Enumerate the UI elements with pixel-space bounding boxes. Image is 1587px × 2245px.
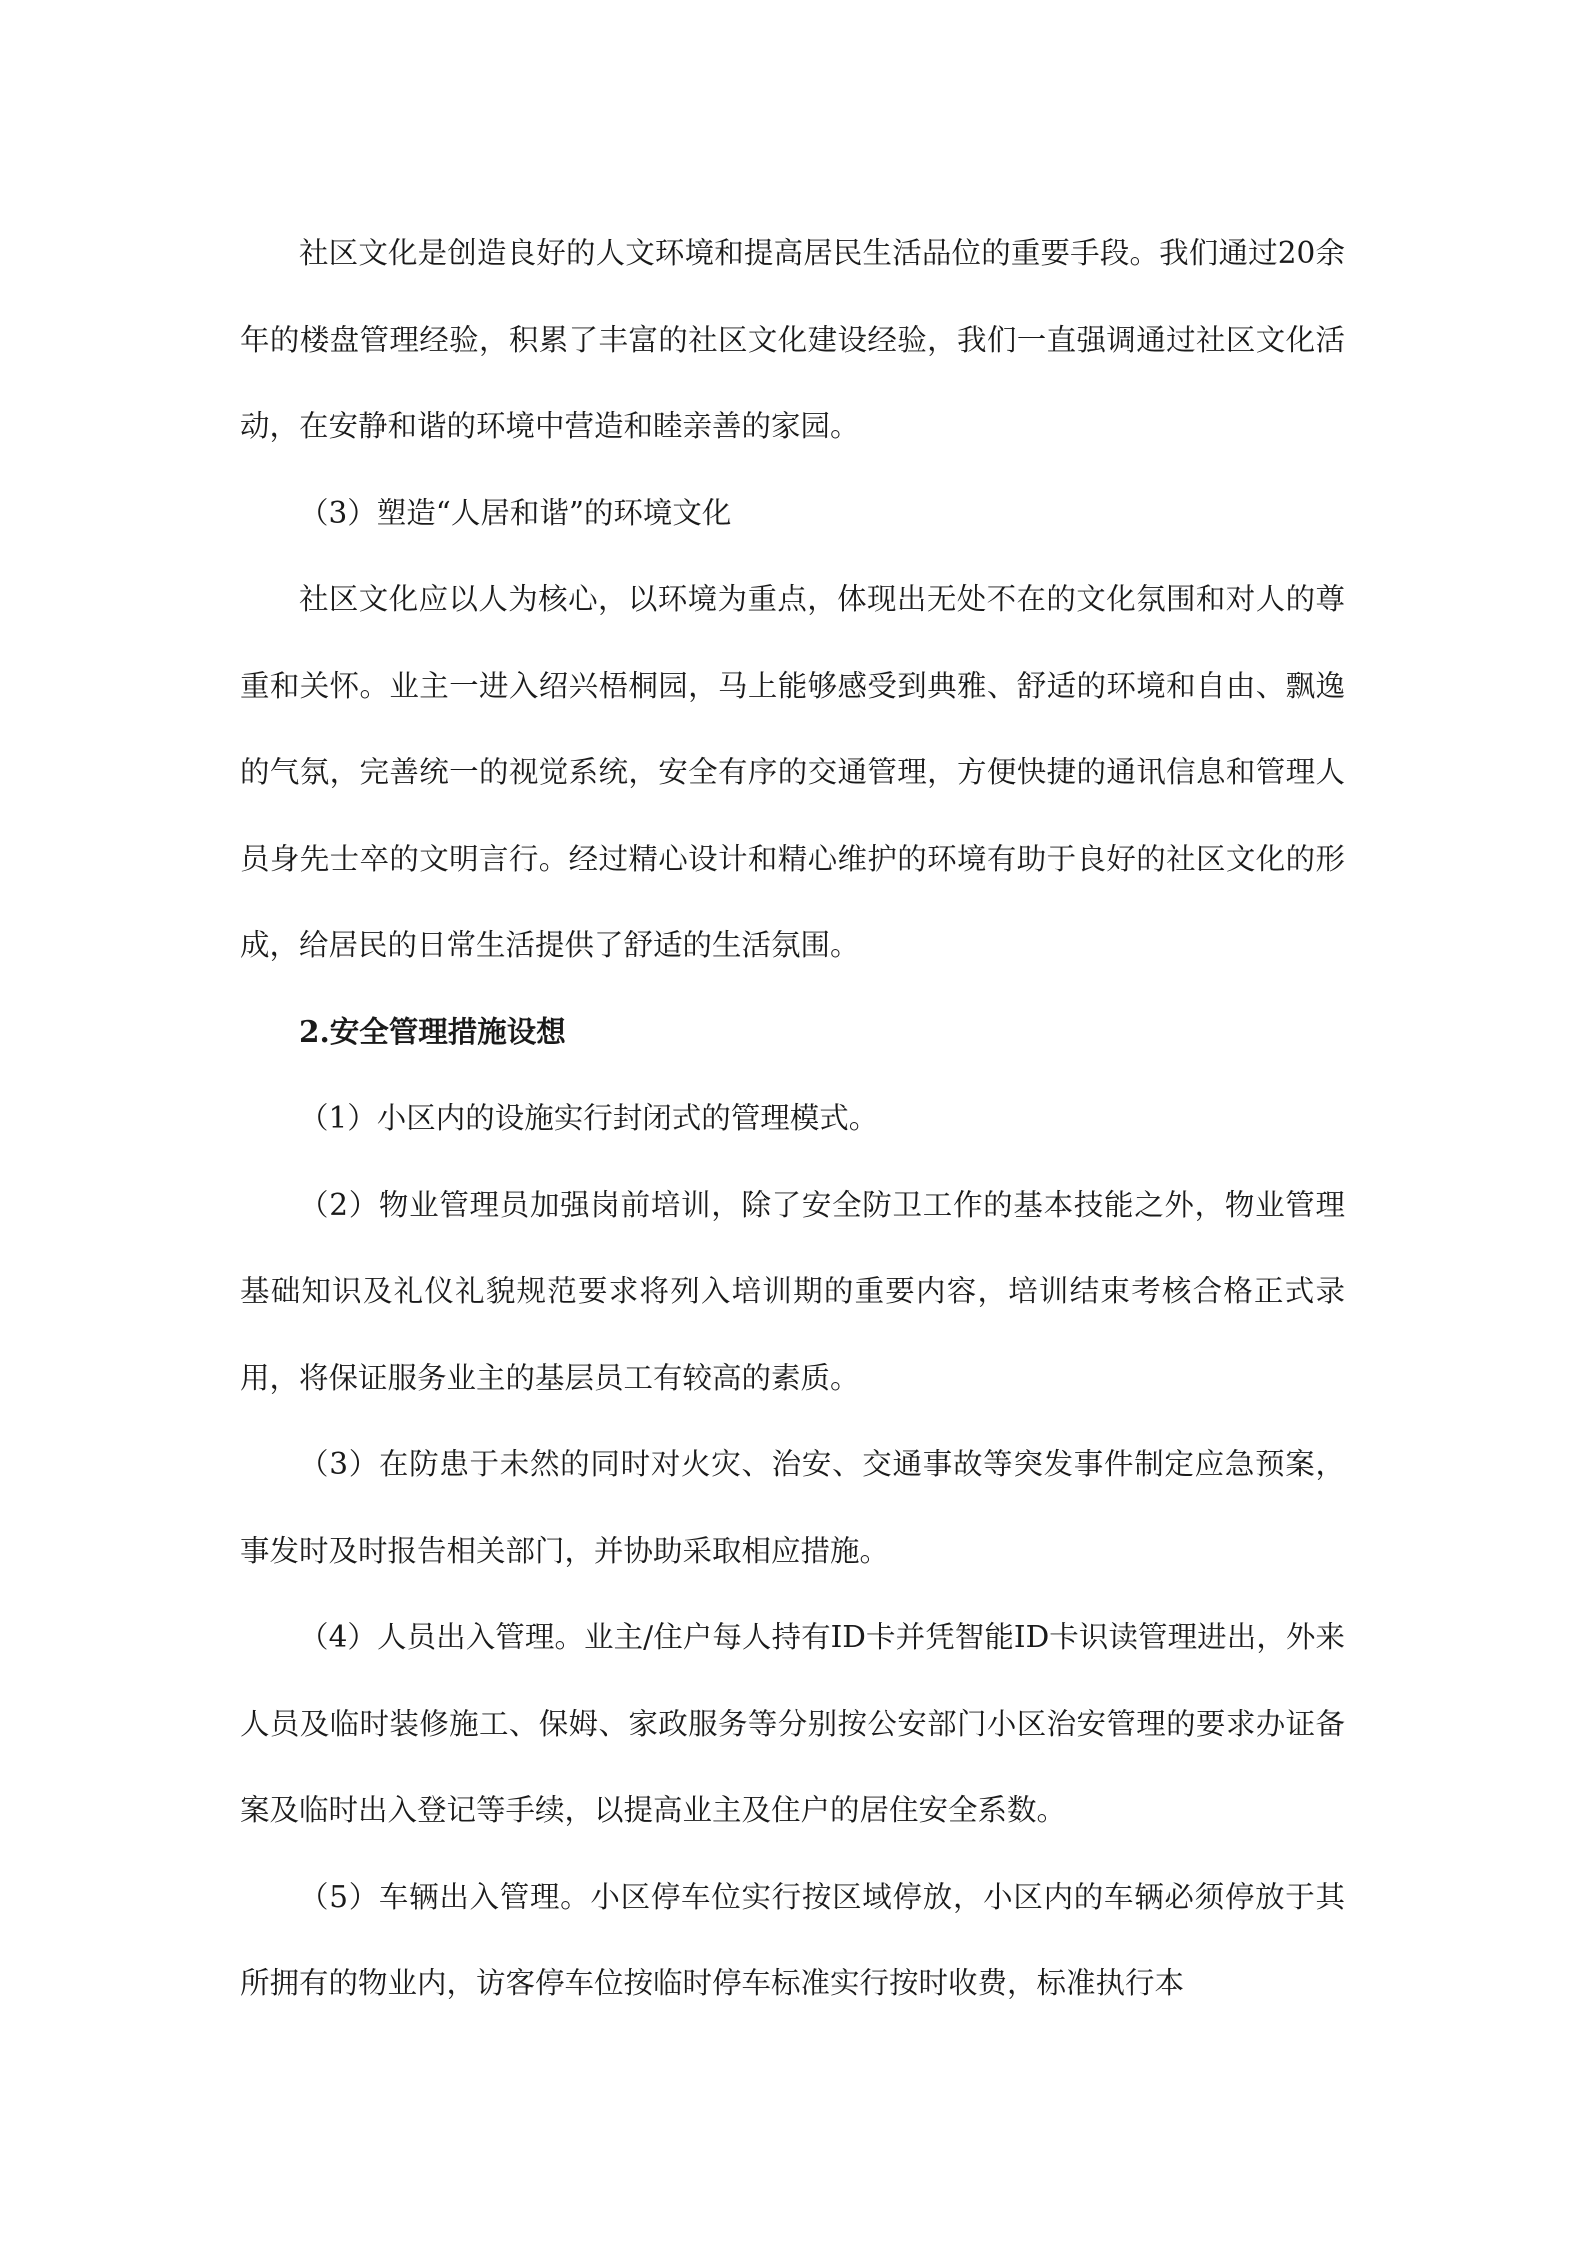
paragraph-environment-culture: 社区文化应以人为核心，以环境为重点，体现出无处不在的文化氛围和对人的尊重和关怀。业主一进入绍兴梧桐园，马上能够感受到典雅、舒适的环境和自由、飘逸的气氛，完善统一的视觉系统，安全有序的交通管理，方便快捷的通讯信息和管理人员身先士卒的文明言行。经过精心设计和精心维护的环境有助于良好的社区文化的形成，给居民的日常生活提供了舒适的生活氛围。 bbox=[240, 582, 1345, 962]
section-heading-security-measures: 2.安全管理措施设想 bbox=[299, 1013, 566, 1049]
subheading-environment-culture: （3）塑造“人居和谐”的环境文化 bbox=[299, 495, 732, 530]
document-body bbox=[240, 210, 1345, 2027]
list-item-closed-management: （1）小区内的设施实行封闭式的管理模式。 bbox=[299, 1101, 879, 1135]
list-item-vehicle-access: （5）车辆出入管理。小区停车位实行按区域停放，小区内的车辆必须停放于其所拥有的物业内，访客停车位按临时停车标准实行按时收费，标准执行本 bbox=[240, 1879, 1345, 2000]
list-item-staff-training: （2）物业管理员加强岗前培训，除了安全防卫工作的基本技能之外，物业管理基础知识及礼仪礼貌规范要求将列入培训期的重要内容，培训结束考核合格正式录用，将保证服务业主的基层员工有较高的素质。 bbox=[240, 1187, 1345, 1395]
paragraph-community-culture-intro: 社区文化是创造良好的人文环境和提高居民生活品位的重要手段。我们通过20余年的楼盘管理经验，积累了丰富的社区文化建设经验，我们一直强调通过社区文化活动，在安静和谐的环境中营造和睦亲善的家园。 bbox=[240, 236, 1345, 443]
list-item-personnel-access: （4）人员出入管理。业主/住户每人持有ID卡并凭智能ID卡识读管理进出，外来人员及临时装修施工、保姆、家政服务等分别按公安部门小区治安管理的要求办证备案及临时出入登记等手续，以提高业主及住户的居住安全系数。 bbox=[240, 1620, 1345, 1827]
list-item-emergency-plan: （3）在防患于未然的同时对火灾、治安、交通事故等突发事件制定应急预案，事发时及时报告相关部门，并协助采取相应措施。 bbox=[240, 1447, 1345, 1568]
